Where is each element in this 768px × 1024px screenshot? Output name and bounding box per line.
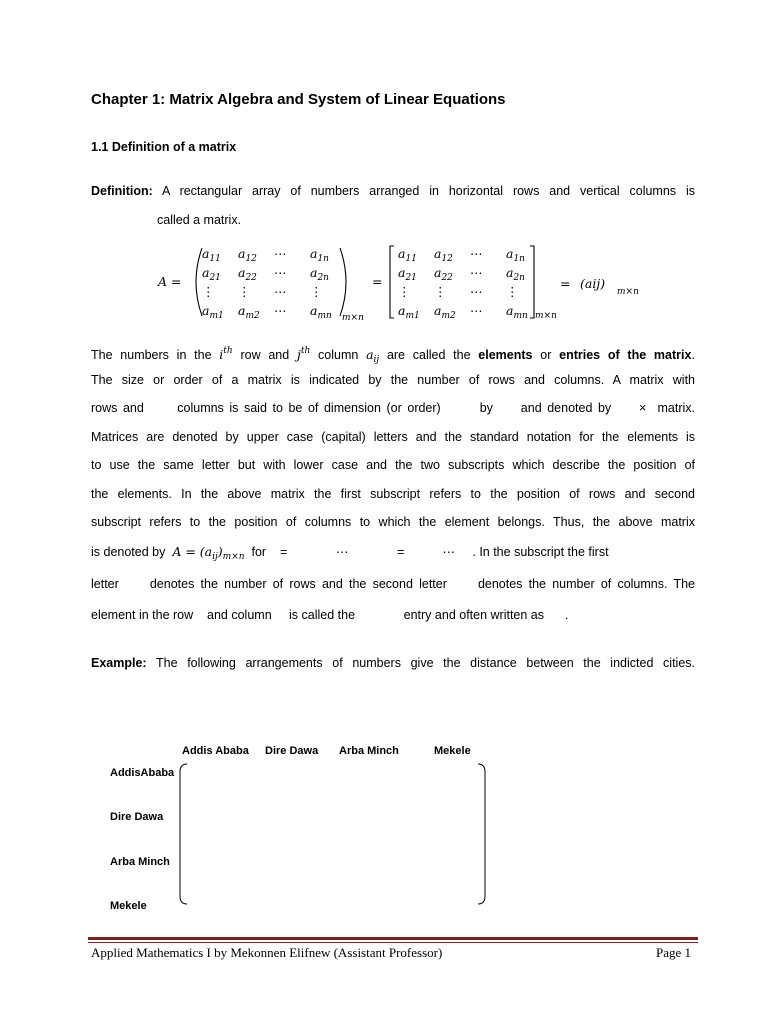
matrix-entry: $a_{12}$ bbox=[434, 246, 453, 264]
matrix-entry: ⋯ bbox=[470, 265, 483, 280]
matrix-eq-2: = bbox=[372, 274, 383, 289]
matrix-entry: $a_{22}$ bbox=[238, 265, 257, 283]
matrix-entry: $a_{m2}$ bbox=[238, 303, 260, 321]
matrix-entry: $a_{22}$ bbox=[434, 265, 453, 283]
matrix-entry: ⋯ bbox=[274, 246, 287, 261]
body-line-8 bbox=[91, 545, 695, 564]
matrix-dim-1: m×n bbox=[342, 313, 364, 323]
matrix-entry: $a_{2n}$ bbox=[506, 265, 525, 283]
row-header-dire-dawa: Dire Dawa bbox=[110, 811, 164, 823]
body-line-10: element in the row and column is called the entry and often written as . bbox=[91, 608, 569, 622]
body-line-2: The size or order of a matrix is indicated by the number of rows and columns. A matrix with bbox=[91, 373, 695, 387]
distance-matrix-parens bbox=[176, 760, 490, 910]
col-header-addis-ababa: Addis Ababa bbox=[182, 745, 249, 757]
definition-line-2: called a matrix. bbox=[157, 213, 242, 227]
footer-rule-thin bbox=[88, 942, 698, 943]
matrix-entry: ⋯ bbox=[470, 303, 483, 318]
body-text: is denoted by bbox=[91, 545, 166, 559]
footer-author: Applied Mathematics I by Mekonnen Elifnew (Assistant Professor) bbox=[91, 945, 443, 960]
example-label: Example: bbox=[91, 656, 147, 670]
section-title: 1.1 Definition of a matrix bbox=[91, 140, 237, 154]
body-line-9: letter denotes the number of rows and the second letter denotes the number of columns. The bbox=[91, 577, 695, 591]
matrix-entry: ⋯ bbox=[470, 284, 483, 299]
matrix-entry: $a_{mn}$ bbox=[506, 303, 528, 321]
col-header-dire-dawa: Dire Dawa bbox=[265, 745, 319, 757]
body-text: column bbox=[318, 348, 359, 362]
matrix-entry: $a_{m1}$ bbox=[398, 303, 420, 321]
body-line-3: rows and columns is said to be of dimension (or order) by and denoted by × matrix. bbox=[91, 401, 695, 415]
col-header-arba-minch: Arba Minch bbox=[339, 745, 399, 757]
right-big-paren bbox=[478, 764, 485, 904]
compact-notation: $A = (a_{ij})_{m\times n}$ bbox=[172, 544, 245, 562]
matrix-entry: $a_{mn}$ bbox=[310, 303, 332, 321]
left-big-paren bbox=[180, 764, 187, 904]
col-header-mekele: Mekele bbox=[434, 745, 471, 757]
jth-symbol: $j^{th}$ bbox=[296, 346, 311, 362]
definition-line-1 bbox=[91, 184, 695, 198]
body-line-6: the elements. In the above matrix the first subscript refers to the position of rows and second bbox=[91, 487, 695, 501]
body-line-5: to use the same letter but with lower case and the two subscripts which describe the position of bbox=[91, 458, 695, 472]
example-line bbox=[91, 656, 695, 670]
matrix-entry: $a_{11}$ bbox=[398, 246, 417, 264]
matrix-entry: $a_{21}$ bbox=[398, 265, 417, 283]
footer-page-number: Page 1 bbox=[656, 945, 692, 960]
left-bracket bbox=[390, 246, 394, 318]
body-line-4: Matrices are denoted by upper case (capital) letters and the standard notation for the elements is bbox=[91, 430, 695, 444]
matrix-lhs: A = bbox=[158, 274, 182, 289]
matrix-entry: $a_{1n}$ bbox=[506, 246, 525, 264]
body-text: row and bbox=[240, 348, 290, 362]
matrix-entry: ⋮ bbox=[506, 284, 519, 299]
right-bracket bbox=[530, 246, 534, 318]
aij-symbol: $a_{ij}$ bbox=[366, 347, 380, 365]
matrix-entry: ⋮ bbox=[398, 284, 411, 299]
matrix-entry: ⋮ bbox=[202, 284, 215, 299]
body-text: for = ⋯ = ⋯ . In the subscript the first bbox=[251, 545, 609, 559]
matrix-entry: $a_{12}$ bbox=[238, 246, 257, 264]
body-text: or bbox=[540, 348, 552, 362]
definition-text: A rectangular array of numbers arranged in horizontal rows and vertical columns is bbox=[162, 184, 695, 198]
matrix-entry: $a_{1n}$ bbox=[310, 246, 329, 264]
matrix-entry: ⋯ bbox=[274, 265, 287, 280]
matrix-compact: (aij) bbox=[580, 276, 606, 291]
matrix-entry: $a_{21}$ bbox=[202, 265, 221, 283]
body-text: are called the bbox=[386, 348, 471, 362]
matrix-entry: ⋯ bbox=[274, 284, 287, 299]
entries-term: entries of the matrix bbox=[559, 348, 692, 362]
matrix-bracket-entries bbox=[398, 246, 528, 321]
footer-rule-thick bbox=[88, 937, 698, 940]
matrix-entry: ⋯ bbox=[274, 303, 287, 318]
row-header-arba-minch: Arba Minch bbox=[110, 856, 170, 868]
matrix-entry: ⋮ bbox=[238, 284, 251, 299]
matrix-entry: $a_{m2}$ bbox=[434, 303, 456, 321]
right-paren bbox=[340, 248, 346, 316]
matrix-entry: $a_{2n}$ bbox=[310, 265, 329, 283]
body-line-7: subscript refers to the position of columns to which the element belongs. Thus, the above matrix bbox=[91, 515, 695, 529]
matrix-definition-figure bbox=[150, 240, 650, 325]
row-header-mekele: Mekele bbox=[110, 900, 147, 912]
matrix-entry: ⋮ bbox=[434, 284, 447, 299]
ith-symbol: $i^{th}$ bbox=[219, 346, 233, 362]
example-text: The following arrangements of numbers give the distance between the indicted cities. bbox=[156, 656, 695, 670]
matrix-entry: $a_{11}$ bbox=[202, 246, 221, 264]
matrix-eq-3: = bbox=[560, 276, 571, 291]
matrix-dim-3: m×n bbox=[617, 287, 639, 297]
matrix-dim-2: m×n bbox=[535, 311, 557, 321]
row-header-addis-ababa: AddisAbaba bbox=[110, 767, 175, 779]
matrix-entry: $a_{m1}$ bbox=[202, 303, 224, 321]
matrix-entry: ⋮ bbox=[310, 284, 323, 299]
body-text: The numbers in the bbox=[91, 348, 212, 362]
chapter-title: Chapter 1: Matrix Algebra and System of Linear Equations bbox=[91, 91, 506, 108]
matrix-parenthesis-entries bbox=[202, 246, 332, 321]
body-line-1: The numbers in the $i^{th}$ row and $j^{th}$ column $a_{ij}$ are called the elements or entries of the matrix. bbox=[91, 346, 695, 365]
definition-label: Definition: bbox=[91, 184, 153, 198]
matrix-entry: ⋯ bbox=[470, 246, 483, 261]
elements-term: elements bbox=[478, 348, 533, 362]
